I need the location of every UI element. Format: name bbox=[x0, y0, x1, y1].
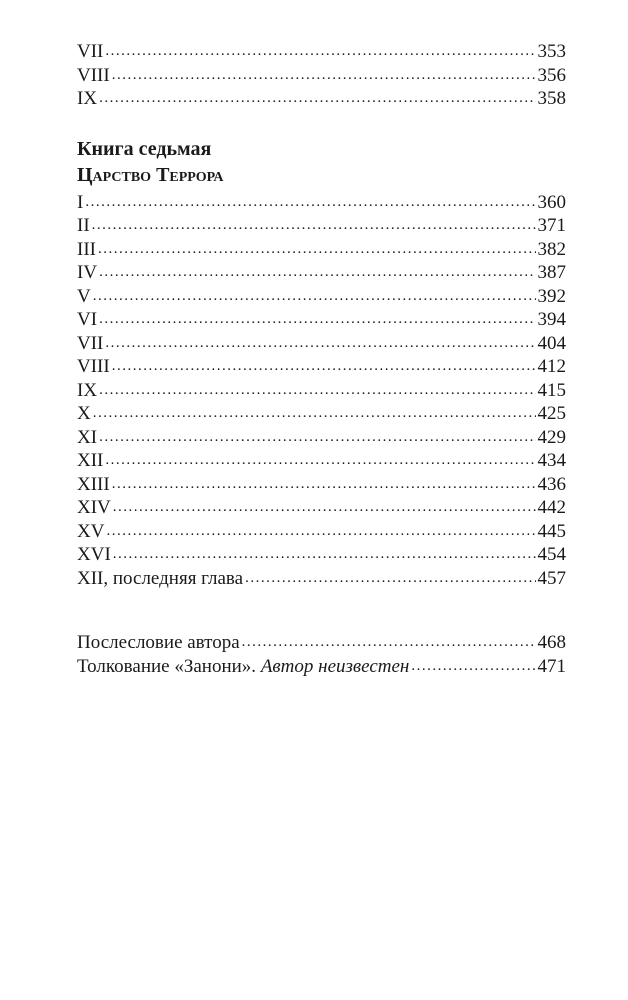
toc-entry-label: VI bbox=[77, 309, 98, 330]
toc-leader-dots bbox=[105, 449, 535, 473]
toc-entry-page: 371 bbox=[537, 215, 566, 236]
toc-leader-dots bbox=[245, 567, 535, 591]
toc-appendix-list bbox=[77, 631, 566, 678]
toc-leader-dots bbox=[93, 402, 536, 426]
toc-entry-page: 425 bbox=[537, 403, 566, 424]
toc-entry-label-author: Автор неизвестен bbox=[260, 655, 410, 677]
toc-entry-page: 382 bbox=[537, 238, 566, 260]
toc-leader-dots bbox=[93, 285, 536, 309]
toc-entry-page: 457 bbox=[537, 567, 566, 589]
toc-entry-page: 442 bbox=[537, 497, 566, 518]
toc-entry[interactable] bbox=[77, 631, 566, 655]
toc-entry-page: 412 bbox=[537, 356, 566, 377]
toc-entry-page: 415 bbox=[537, 379, 566, 401]
book-title: Книга седьмая bbox=[77, 137, 212, 160]
section-spacer bbox=[77, 111, 566, 137]
toc-entry-page: 468 bbox=[537, 632, 566, 653]
toc-leader-dots bbox=[99, 379, 535, 403]
toc-entry-label: IV bbox=[77, 262, 98, 283]
toc-entry[interactable] bbox=[77, 426, 566, 450]
toc-top-list bbox=[77, 40, 566, 111]
toc-leader-dots bbox=[99, 87, 535, 111]
toc-entry-page: 471 bbox=[537, 655, 566, 677]
section-spacer bbox=[77, 590, 566, 631]
toc-entry-page: 404 bbox=[537, 332, 566, 354]
toc-entry-page: 454 bbox=[537, 544, 566, 565]
toc-entry-label: VII bbox=[77, 332, 104, 354]
toc-entry[interactable] bbox=[77, 191, 566, 215]
toc-leader-dots bbox=[85, 191, 535, 215]
toc-entry-page: 353 bbox=[537, 41, 566, 62]
toc-entry-page: 445 bbox=[537, 520, 566, 542]
toc-entry[interactable] bbox=[77, 496, 566, 520]
toc-leader-dots bbox=[99, 261, 535, 285]
toc-entry-page: 436 bbox=[537, 473, 566, 495]
toc-entry-page: 356 bbox=[537, 64, 566, 86]
toc-entry-label: VIII bbox=[77, 356, 110, 377]
toc-entry-label-main: Толкование «Занони». bbox=[77, 655, 257, 677]
toc-entry-label: XII, последняя глава bbox=[77, 567, 244, 589]
toc-leader-dots bbox=[105, 332, 535, 356]
toc-entry[interactable] bbox=[77, 214, 566, 238]
toc-leader-dots bbox=[92, 214, 536, 238]
toc-leader-dots bbox=[411, 655, 535, 679]
toc-entry[interactable] bbox=[77, 40, 566, 64]
toc-leader-dots bbox=[113, 496, 536, 520]
toc-entry-label: XVI bbox=[77, 544, 111, 565]
toc-entry-page: 387 bbox=[537, 262, 566, 283]
toc-entry[interactable] bbox=[77, 332, 566, 356]
toc-entry-page: 358 bbox=[537, 88, 566, 109]
toc-entry-label: I bbox=[77, 191, 84, 213]
toc-entry-label: VIII bbox=[77, 64, 110, 86]
toc-entry-label: XIV bbox=[77, 497, 111, 518]
toc-book-list bbox=[77, 191, 566, 591]
toc-entry-label: IX bbox=[77, 379, 98, 401]
toc-entry[interactable] bbox=[77, 285, 566, 309]
toc-entry-label: XIII bbox=[77, 473, 110, 495]
toc-entry[interactable] bbox=[77, 355, 566, 379]
toc-leader-dots bbox=[98, 238, 536, 262]
toc-entry[interactable] bbox=[77, 379, 566, 403]
toc-leader-dots bbox=[112, 64, 536, 88]
toc-entry-label: V bbox=[77, 285, 91, 307]
toc-entry-label: II bbox=[77, 215, 90, 236]
toc-entry[interactable] bbox=[77, 449, 566, 473]
toc-leader-dots bbox=[105, 40, 535, 64]
toc-entry[interactable] bbox=[77, 87, 566, 111]
book-subtitle: Царство Террора bbox=[77, 163, 224, 186]
toc-entry[interactable] bbox=[77, 655, 566, 679]
toc-entry-label: X bbox=[77, 403, 91, 424]
toc-entry[interactable] bbox=[77, 238, 566, 262]
toc-entry-page: 360 bbox=[537, 191, 566, 213]
toc-leader-dots bbox=[242, 631, 536, 655]
toc-entry[interactable] bbox=[77, 567, 566, 591]
toc-entry[interactable] bbox=[77, 473, 566, 497]
toc-entry[interactable] bbox=[77, 64, 566, 88]
toc-entry-label: III bbox=[77, 238, 96, 260]
toc-entry[interactable] bbox=[77, 261, 566, 285]
toc-entry-label: VII bbox=[77, 41, 104, 62]
toc-entry-page: 434 bbox=[537, 450, 566, 471]
toc-entry[interactable] bbox=[77, 543, 566, 567]
toc-leader-dots bbox=[106, 520, 535, 544]
toc-entry-label: XV bbox=[77, 520, 105, 542]
toc-entry[interactable] bbox=[77, 402, 566, 426]
toc-entry-page: 429 bbox=[537, 426, 566, 448]
toc-leader-dots bbox=[99, 308, 535, 332]
toc-leader-dots bbox=[99, 426, 535, 450]
toc-entry-label: Послесловие автора bbox=[77, 632, 240, 653]
toc-entry-page: 394 bbox=[537, 309, 566, 330]
toc-leader-dots bbox=[112, 355, 536, 379]
toc-entry-page: 392 bbox=[537, 285, 566, 307]
toc-entry-label: XII bbox=[77, 450, 104, 471]
toc-leader-dots bbox=[113, 543, 536, 567]
toc-entry-label: XI bbox=[77, 426, 98, 448]
toc-entry[interactable] bbox=[77, 308, 566, 332]
toc-entry-label bbox=[77, 655, 409, 679]
toc-entry-label: IX bbox=[77, 88, 98, 109]
toc-entry[interactable] bbox=[77, 520, 566, 544]
toc-leader-dots bbox=[112, 473, 536, 497]
toc-page bbox=[77, 40, 566, 678]
